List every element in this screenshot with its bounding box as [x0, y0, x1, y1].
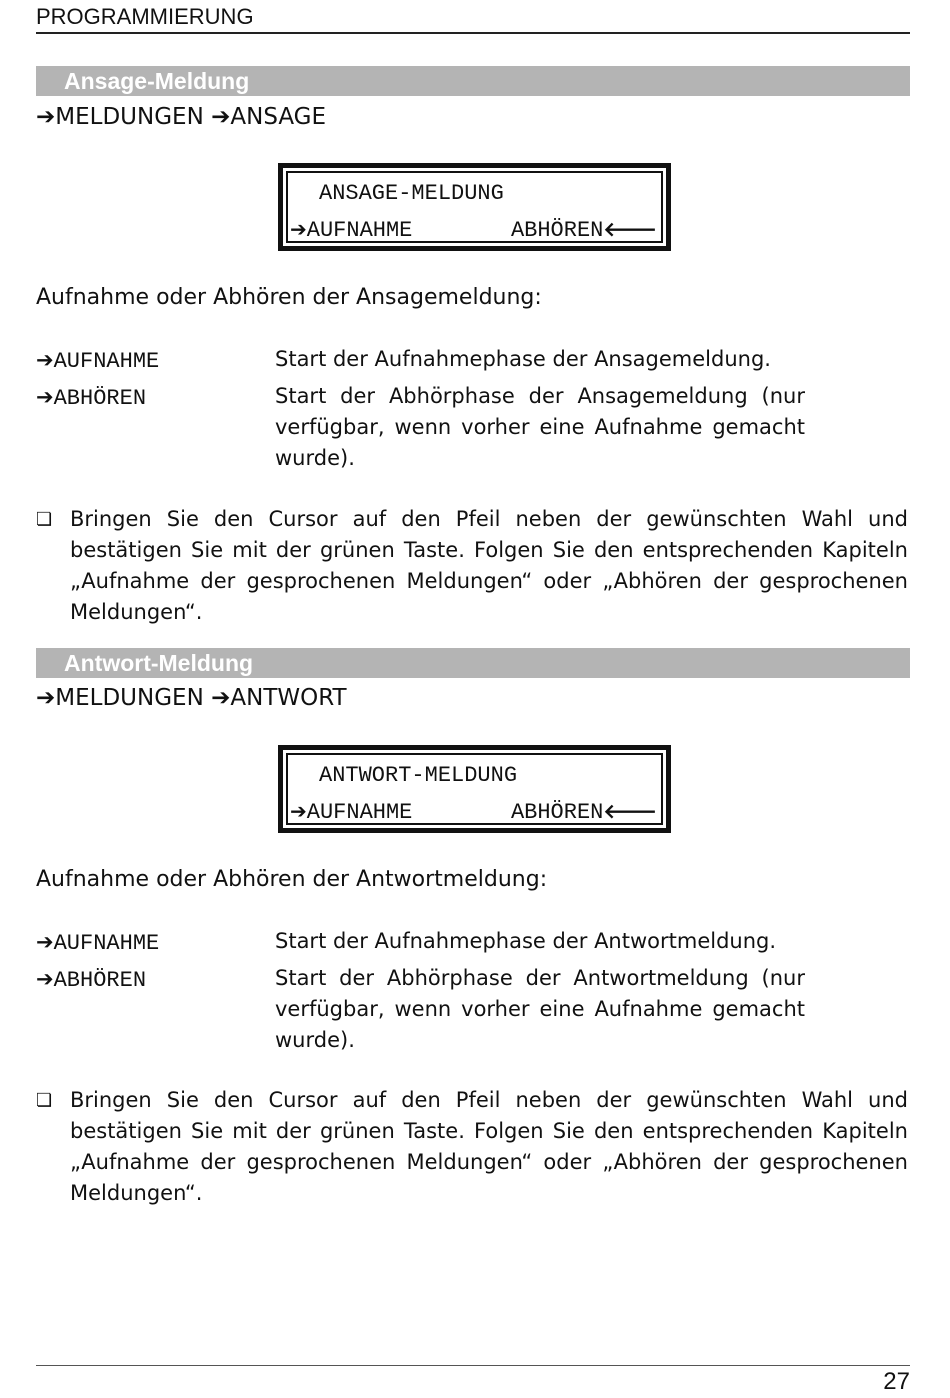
arrow-right-icon: ➔	[36, 385, 54, 409]
arrow-right-icon: ➔	[36, 104, 56, 130]
option-key-label: ABHÖREN	[53, 386, 147, 411]
option-key-label: ABHÖREN	[53, 968, 147, 993]
option-key	[36, 385, 146, 411]
path-step: MELDUNGEN	[55, 104, 204, 130]
option-key	[36, 348, 159, 374]
option-key	[36, 930, 159, 956]
lcd-option-label: ABHÖREN	[510, 800, 604, 825]
instruction-note	[36, 504, 908, 628]
intro-text: Aufnahme oder Abhören der Ansagemeldung:	[36, 285, 542, 310]
lcd-display-antwort	[278, 745, 671, 833]
checkbox-bullet-icon: ❏	[36, 509, 53, 530]
option-description: Start der Abhörphase der Antwortmeldung (nur verfügbar, wenn vorher eine Aufnahme gemacht wurde).	[275, 966, 805, 1052]
arrow-right-icon: ➔	[36, 685, 56, 711]
instruction-text: Bringen Sie den Cursor auf den Pfeil neben der gewünschten Wahl und bestätigen Sie mit der grünen Taste. Folgen Sie den entsprechenden Kapiteln „Aufnahme der gesprochenen Meldungen“ oder „Abhören der gesprochenen Meldungen“.	[70, 507, 908, 624]
intro-text: Aufnahme oder Abhören der Antwortmeldung:	[36, 867, 548, 892]
lcd-option-aufnahme[interactable]	[290, 799, 412, 825]
lcd-option-label: ABHÖREN	[510, 218, 604, 243]
page-header: PROGRAMMIERUNG	[36, 4, 910, 34]
instruction-note	[36, 1085, 908, 1209]
arrow-right-icon: ➔	[290, 217, 307, 241]
menu-path-ansage	[36, 103, 326, 131]
path-step: MELDUNGEN	[55, 685, 204, 711]
option-description: Start der Abhörphase der Ansagemeldung (nur verfügbar, wenn vorher eine Aufnahme gemacht wurde).	[275, 384, 805, 470]
arrow-right-icon: ➔	[290, 799, 307, 823]
option-description: Start der Aufnahmephase der Ansagemeldung.	[275, 347, 771, 371]
arrow-right-icon: ➔	[36, 348, 54, 372]
option-key-label: AUFNAHME	[53, 349, 160, 374]
lcd-option-label: AUFNAHME	[306, 800, 413, 825]
lcd-title: ANSAGE-MELDUNG	[319, 181, 504, 206]
lcd-title: ANTWORT-MELDUNG	[319, 763, 518, 788]
option-key	[36, 967, 146, 993]
lcd-option-abhoeren[interactable]	[511, 799, 657, 825]
arrow-right-icon: ➔	[211, 104, 231, 130]
footer-divider	[36, 1365, 910, 1366]
arrow-left-icon: 🡐	[603, 217, 657, 241]
section-heading-antwort: Antwort-Meldung	[36, 648, 910, 678]
path-step: ANTWORT	[230, 685, 347, 711]
lcd-option-aufnahme[interactable]	[290, 217, 412, 243]
path-step: ANSAGE	[230, 104, 327, 130]
checkbox-bullet-icon: ❏	[36, 1090, 53, 1111]
lcd-display-ansage	[278, 163, 671, 251]
instruction-text: Bringen Sie den Cursor auf den Pfeil neben der gewünschten Wahl und bestätigen Sie mit der grünen Taste. Folgen Sie den entsprechenden Kapiteln „Aufnahme der gesprochenen Meldungen“ oder „Abhören der gesprochenen Meldungen“.	[70, 1088, 908, 1205]
arrow-right-icon: ➔	[36, 967, 54, 991]
section-heading-ansage: Ansage-Meldung	[36, 66, 910, 96]
menu-path-antwort	[36, 684, 347, 712]
arrow-right-icon: ➔	[211, 685, 231, 711]
arrow-left-icon: 🡐	[603, 799, 657, 823]
arrow-right-icon: ➔	[36, 930, 54, 954]
option-description: Start der Aufnahmephase der Antwortmeldung.	[275, 929, 777, 953]
lcd-option-abhoeren[interactable]	[511, 217, 657, 243]
page-number: 27	[883, 1368, 910, 1395]
lcd-option-label: AUFNAHME	[306, 218, 413, 243]
option-key-label: AUFNAHME	[53, 931, 160, 956]
